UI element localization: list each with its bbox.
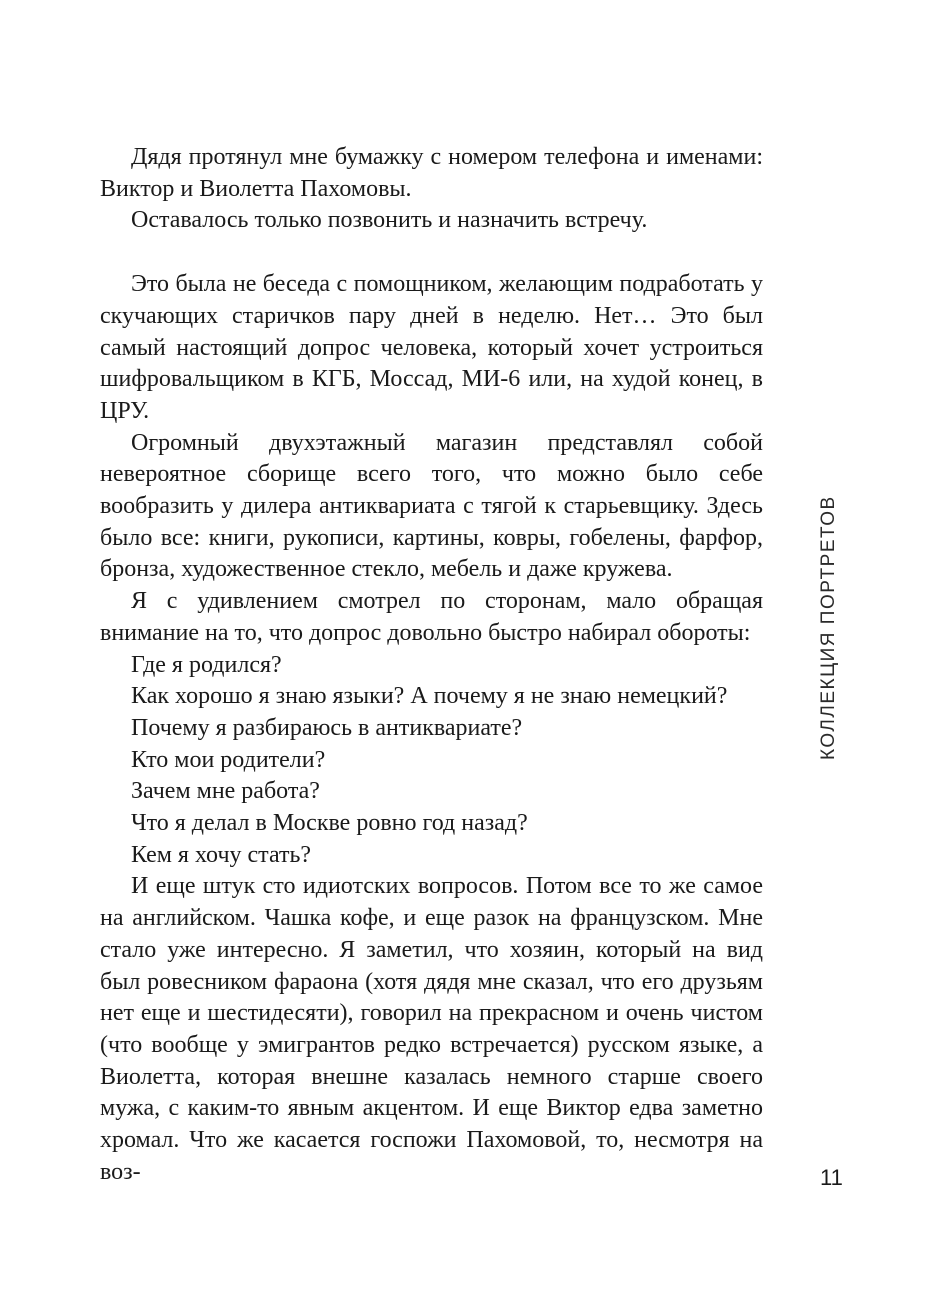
page-number: 11 bbox=[820, 1165, 843, 1190]
paragraph: Это была не беседа с помощником, желающим подработать у скучающих старичков пару дней в неделю. Нет… Это был самый настоящий допрос человека, который хочет устроиться шифровальщиком в КГБ, Моссад, МИ-6 или, на худой конец, в ЦРУ. bbox=[100, 271, 763, 424]
paragraph: Я с удивлением смотрел по сторонам, мало обращая внимание на то, что допрос довольно быстро набирал обороты: bbox=[100, 588, 763, 646]
paragraph: И еще штук сто идиотских вопросов. Потом все то же самое на английском. Чашка кофе, и еще разок на французском. Мне стало уже интересно. Я заметил, что хозяин, который на вид был ровесником фараона (хотя дядя мне сказал, что его друзьям нет еще и шестидесяти), говорил на прекрасном и очень чистом (что вообще у эмигрантов редко встречается) русском языке, а Виолетта, которая внешне казалась немного старше своего мужа, с каким-то явным акцентом. И еще Виктор едва заметно хромал. Что же касается госпожи Пахомовой, то, несмотря на воз- bbox=[100, 873, 763, 1185]
question-line: Почему я разбираюсь в антиквариате? bbox=[131, 714, 523, 741]
question-line: Кто мои родители? bbox=[131, 746, 326, 773]
running-title: КОЛЛЕКЦИЯ ПОРТРЕТОВ bbox=[818, 495, 839, 760]
question-line: Что я делал в Москве ровно год назад? bbox=[131, 810, 528, 837]
paragraph: Огромный двухэтажный магазин представлял собой невероятное сборище всего того, что можно было себе вообразить у дилера антиквариата с тягой к старьевщику. Здесь было все: книги, рукописи, картины, ковры, гобелены, фарфор, бронза, художественное стекло, мебель и даже кружева. bbox=[100, 429, 763, 583]
question-line: Кем я хочу стать? bbox=[131, 841, 312, 868]
paragraph: Оставалось только позвонить и назначить встречу. bbox=[131, 207, 648, 234]
question-line: Как хорошо я знаю языки? А почему я не знаю немецкий? bbox=[131, 683, 728, 710]
body-text bbox=[100, 142, 763, 1189]
paragraph: Дядя протянул мне бумажку с номером телефона и именами: Виктор и Виолетта Пахомовы. bbox=[100, 144, 763, 202]
question-line: Зачем мне работа? bbox=[131, 778, 320, 805]
question-line: Где я родился? bbox=[131, 651, 282, 678]
